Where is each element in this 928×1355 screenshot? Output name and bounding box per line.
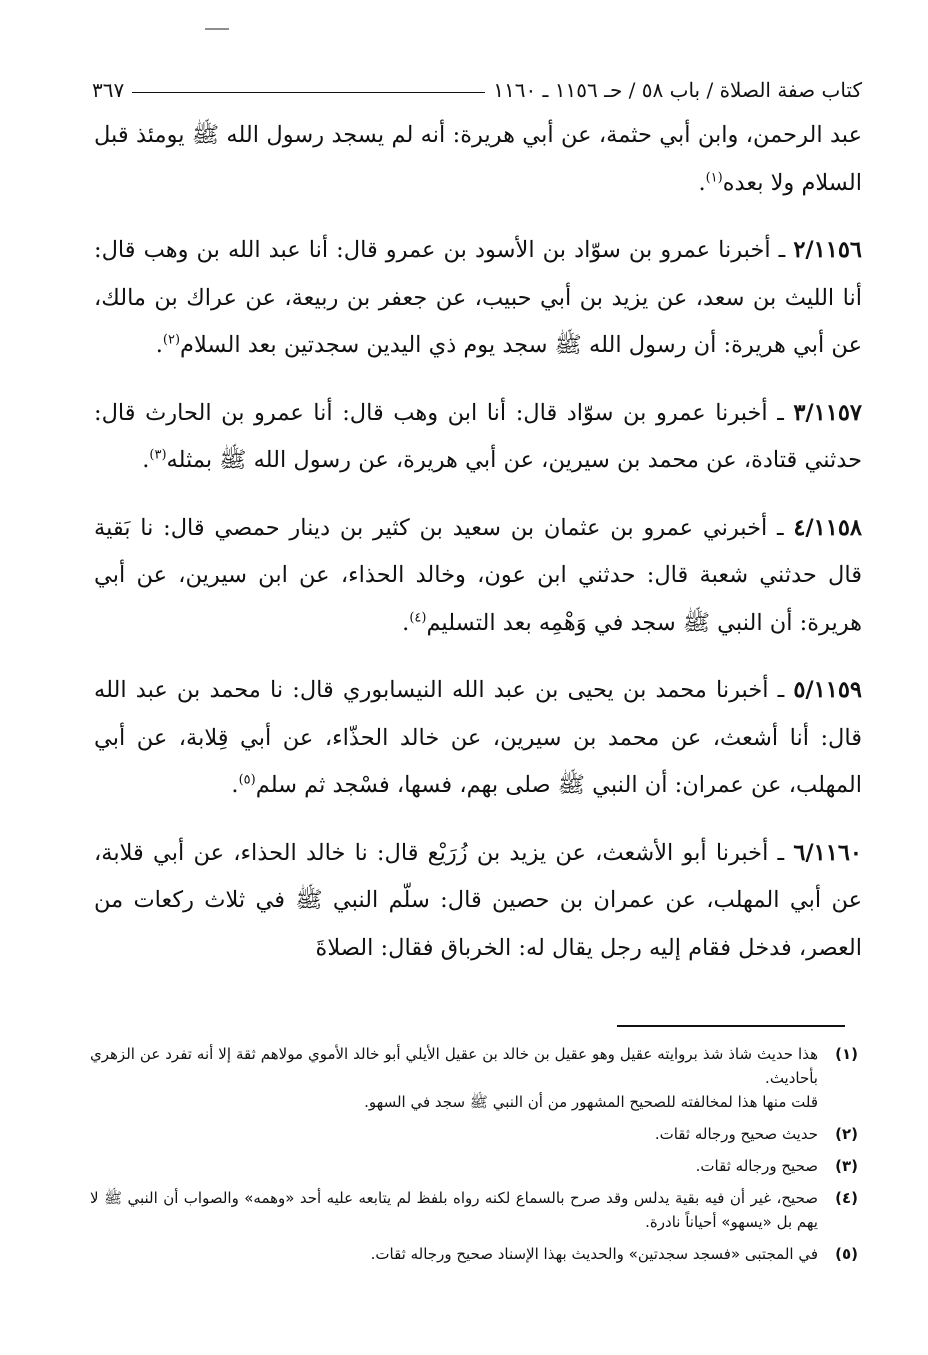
sentence-end: . (698, 169, 706, 196)
hadith-number: ٢/١١٥٦ (793, 237, 862, 263)
footnote-text: صحيح، غير أن فيه بقية يدلس وقد صرح بالسماع لكنه رواه بلفظ لم يتابعه عليه أحد «وهمه» والصواب أن النبي ﷺ لا يهم بل «يسهو» أحياناً نادرة. (90, 1189, 818, 1231)
footnote (90, 1242, 858, 1266)
footnote-continuation: قلت منها هذا لمخالفته للصحيح المشهور من أن النبي ﷺ سجد في السهو. (364, 1093, 818, 1111)
hadith-number: ٥/١١٥٩ (793, 677, 862, 703)
footnote-text: في المجتبى «فسجد سجدتين» والحديث بهذا الإسناد صحيح ورجاله ثقات. (370, 1245, 818, 1263)
footnote (90, 1154, 858, 1178)
footnote-ref: (٤) (409, 610, 427, 625)
footnote-body (90, 1042, 818, 1114)
footnote-text: حديث صحيح ورجاله ثقات. (654, 1125, 818, 1143)
hadith-text: ـ أخبرنا عمرو بن سوّاد قال: أنا ابن وهب قال: أنا عمرو بن الحارث قال: حدثني قتادة، عن محمد بن سيرين، عن أبي هريرة، عن رسول الله ﷺ بمثله (94, 399, 862, 473)
hadith-paragraph (94, 390, 862, 485)
hadith-paragraph (94, 505, 862, 648)
footnote-mark: (١) (835, 1045, 858, 1063)
hadith-text: ـ أخبرني عمرو بن عثمان بن سعيد بن كثير بن دينار حمصي قال: نا بَقية قال حدثني شعبة قال: حدثني ابن عون، وخالد الحذاء، عن ابن سيرين، عن أبي هريرة: أن النبي ﷺ سجد في وَهْمِه بعد التسليم (94, 514, 862, 636)
page-number: ٣٦٧ (92, 78, 125, 102)
footnote-ref: (٥) (238, 772, 256, 788)
header-rule (132, 92, 485, 93)
hadith-paragraph (94, 227, 862, 370)
hadith-paragraph (94, 830, 862, 973)
hadith-paragraph (94, 667, 862, 810)
footnote-mark: (٤) (835, 1189, 858, 1207)
footnotes (90, 1042, 858, 1274)
header-title: كتاب صفة الصلاة / باب ٥٨ / حـ ١١٥٦ ـ ١١٦٠ (493, 78, 862, 102)
hadith-number: ٤/١١٥٨ (793, 514, 862, 541)
hadith-number: ٣/١١٥٧ (793, 399, 862, 426)
footnote-ref: (٣) (149, 447, 167, 463)
hadith-number: ٦/١١٦٠ (793, 839, 862, 866)
sentence-end: . (142, 447, 150, 473)
page-body (94, 112, 862, 972)
footnote-mark: (٢) (835, 1125, 858, 1143)
sentence-end: . (231, 772, 239, 798)
footnote (90, 1122, 858, 1146)
footnote (90, 1186, 858, 1234)
footnote-ref: (١) (705, 170, 723, 185)
footnote-separator (617, 1025, 845, 1027)
footnote-ref: (٢) (162, 332, 181, 348)
scan-mark (205, 28, 229, 30)
footnote-mark: (٣) (835, 1157, 858, 1175)
footnote (90, 1042, 858, 1114)
sentence-end: . (155, 332, 163, 358)
hadith-text: ـ أخبرنا أبو الأشعث، عن يزيد بن زُرَيْع قال: نا خالد الحذاء، عن أبي قلابة، عن أبي المهلب، عن عمران بن حصين قال: سلّم النبي ﷺ في ثلاث ركعات من العصر، فدخل فقام إليه رجل يقال له: الخرباق فقال: الصلاةَ (94, 839, 862, 961)
sentence-end: . (402, 609, 410, 636)
hadith-paragraph (94, 112, 862, 207)
footnote-text: هذا حديث شاذ شذ بروايته عقيل وهو عقيل بن خالد بن عقيل الأيلي أبو خالد الأموي مولاهم ثقة إلا أنه تفرد عن الزهري بأحاديث. (90, 1045, 818, 1087)
hadith-text: عبد الرحمن، وابن أبي حثمة، عن أبي هريرة: أنه لم يسجد رسول الله ﷺ يومئذ قبل السلام ولا بعده (94, 122, 862, 196)
hadith-text: ـ أخبرنا محمد بن يحيى بن عبد الله النيسابوري قال: نا محمد بن عبد الله قال: أنا أشعث، عن محمد بن سيرين، عن خالد الحذّاء، عن أبي قِلابة، عن أبي المهلب، عن عمران: أن النبي ﷺ صلى بهم، فسها، فسْجد ثم سلم (94, 677, 862, 798)
running-header (92, 62, 862, 102)
footnote-text: صحيح ورجاله ثقات. (695, 1157, 818, 1175)
footnote-mark: (٥) (835, 1245, 858, 1263)
hadith-text: ـ أخبرنا عمرو بن سوّاد بن الأسود بن عمرو قال: أنا عبد الله بن وهب قال: أنا الليث بن سعد، عن يزيد بن أبي حبيب، عن جعفر بن ربيعة، عن عراك بن مالك، عن أبي هريرة: أن رسول الله ﷺ سجد يوم ذي اليدين سجدتين بعد السلام (94, 237, 862, 358)
